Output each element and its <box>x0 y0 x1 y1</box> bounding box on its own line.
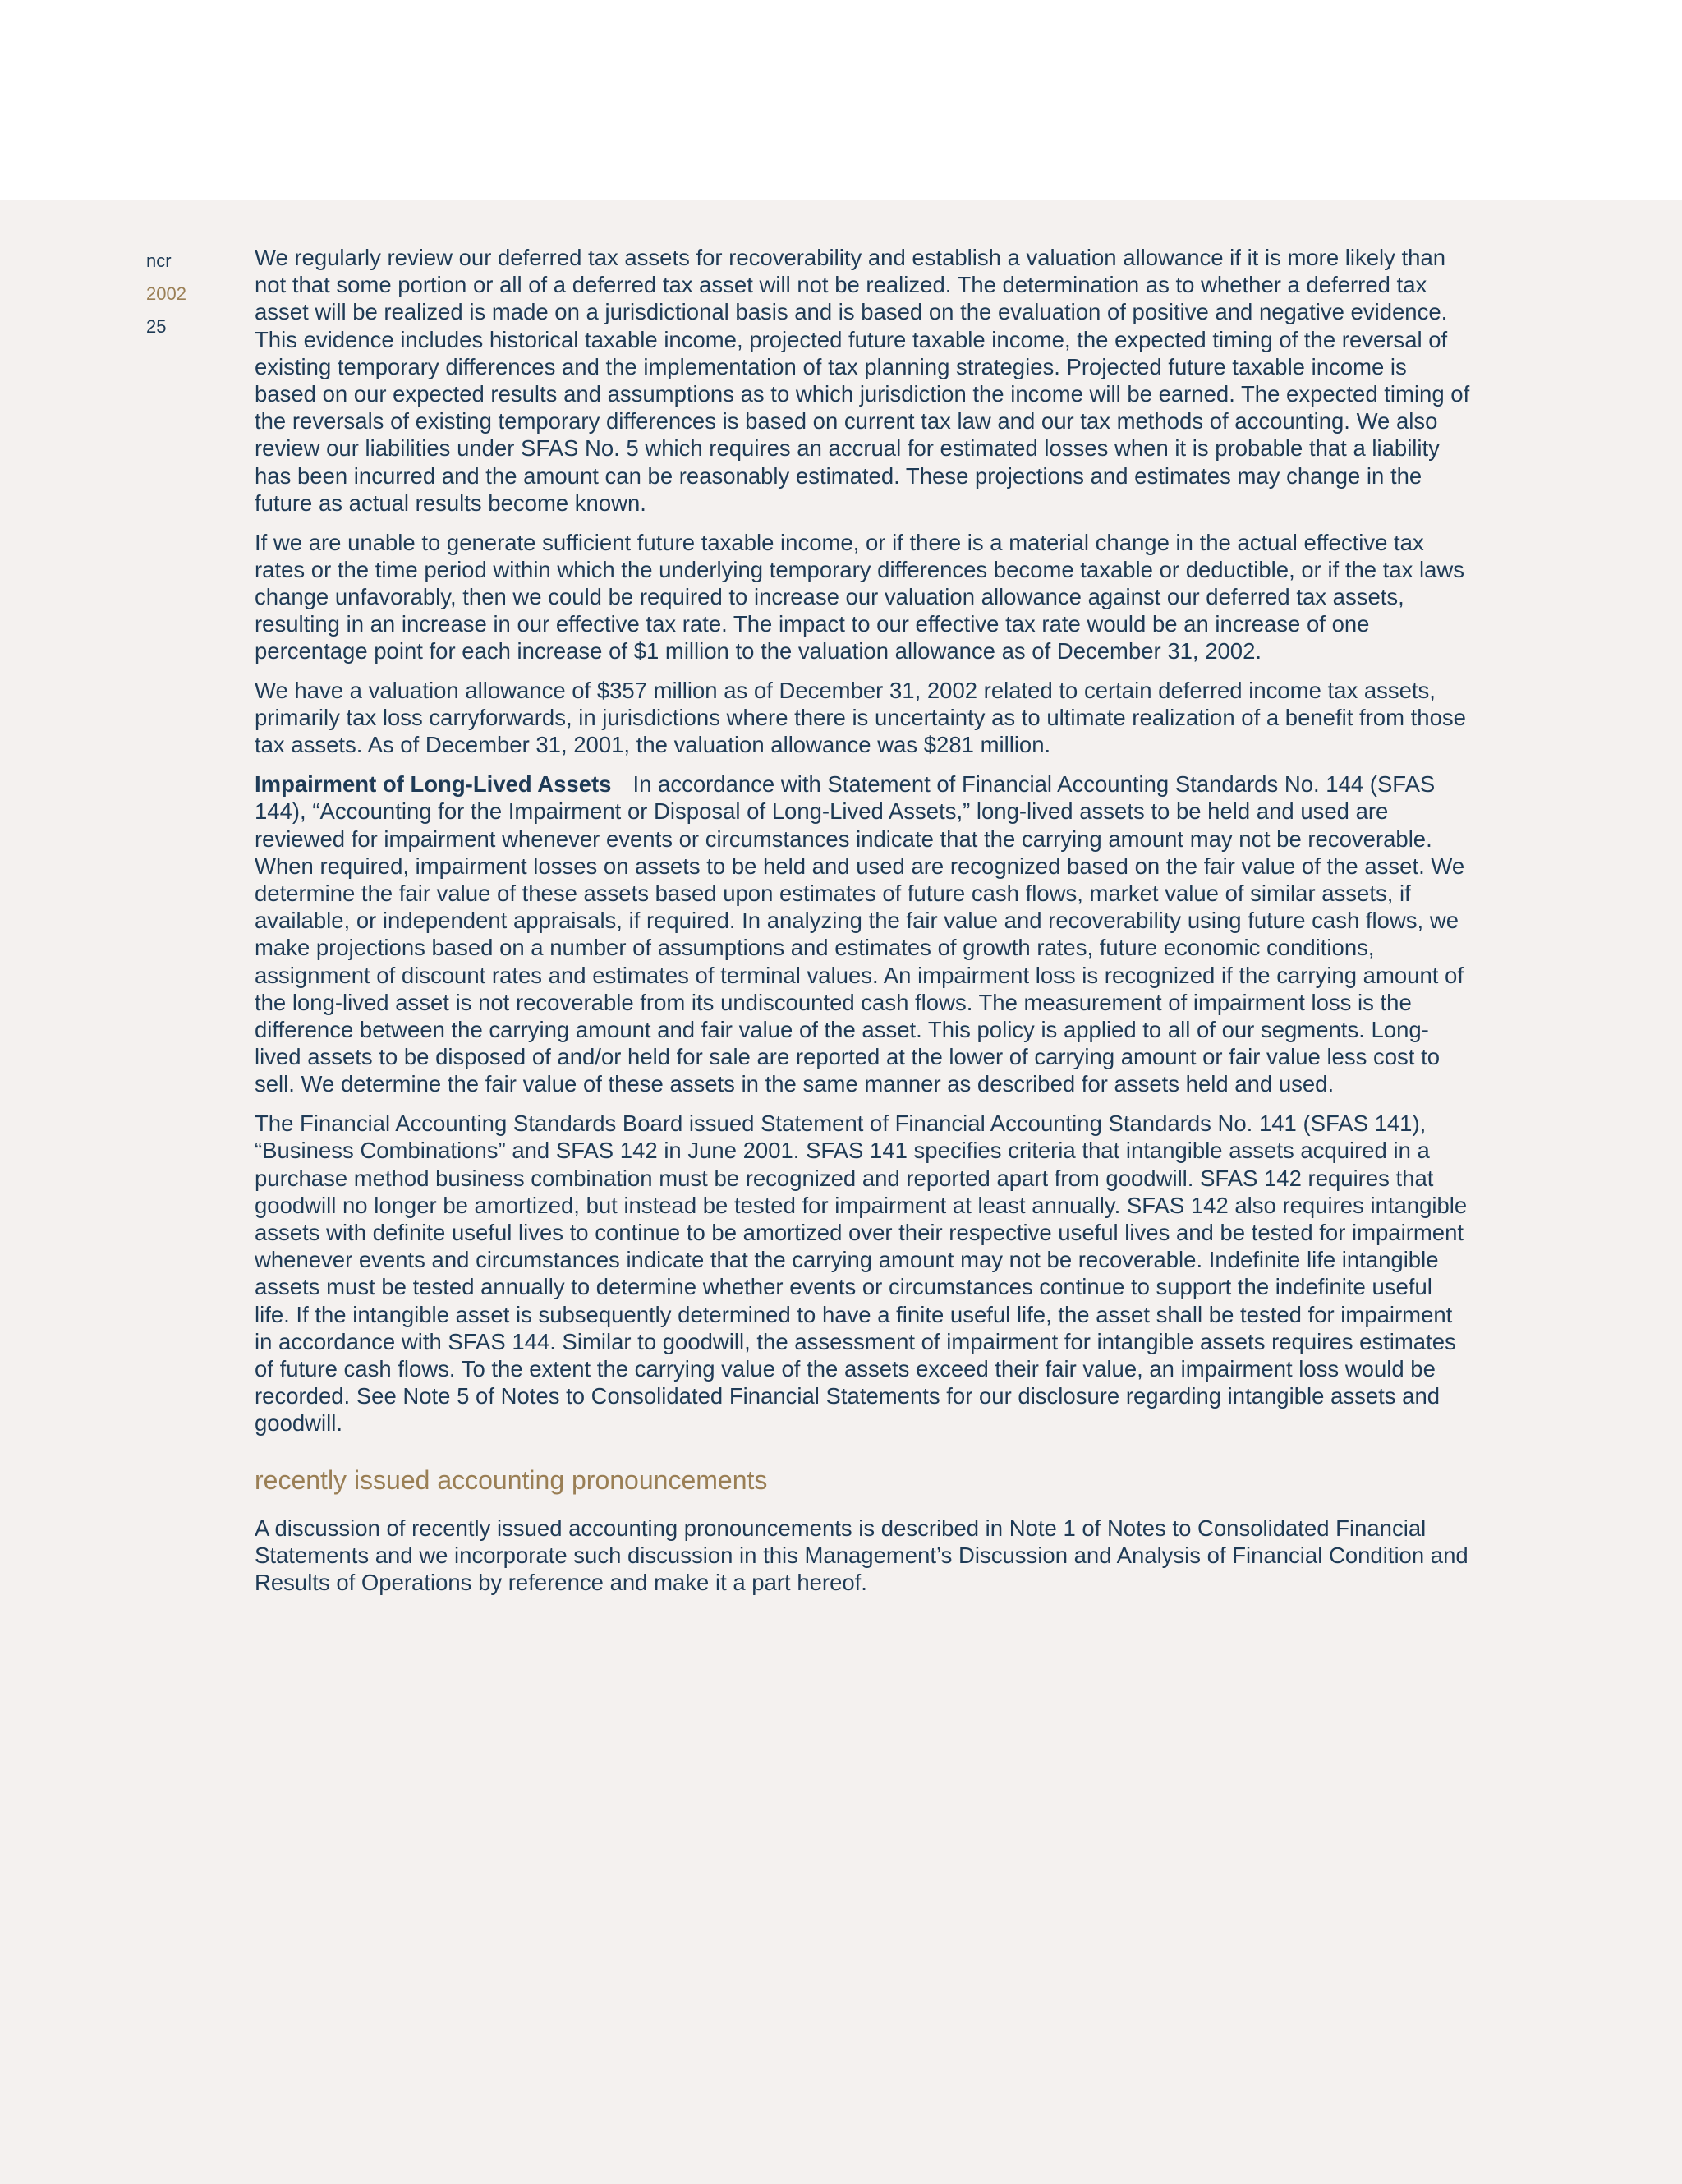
page-number: 25 <box>146 316 167 337</box>
paragraph-valuation-allowance: We have a valuation allowance of $357 million as of December 31, 2002 related to certain deferred income tax assets, primarily tax loss carryforwards, in jurisdictions where there is uncertainty as to ultimate realization of a benefit from those tax assets. As of December 31, 2001, the valuation allowance was $281 million. <box>255 678 1466 758</box>
paragraph-deferred-tax-review: We regularly review our deferred tax assets for recoverability and establish a valuation allowance if it is more likely than not that some portion or all of a deferred tax asset will not be realized. The determination as to whether a deferred tax asset will be realized is made on a jurisdictional basis and is based on the evaluation of positive and negative evidence. This evidence includes historical taxable income, projected future taxable income, the expected timing of the reversal of existing temporary differences and the implementation of tax planning strategies. Projected future taxable income is based on our expected results and assumptions as to which jurisdiction the income will be earned. The expected timing of the reversals of existing temporary differences is based on current tax law and our tax methods of accounting. We also review our liabilities under SFAS No. 5 which requires an accrual for estimated losses when it is probable that a liability has been incurred and the amount can be reasonably estimated. These projections and estimates may change in the future as actual results become known. <box>255 245 1470 516</box>
section-heading-recent-pronouncements: recently issued accounting pronouncements <box>255 1464 768 1495</box>
impairment-paragraph-text: In accordance with Statement of Financial Accounting Standards No. 144 (SFAS 144), “Accounting for the Impairment or Disposal of Long-Lived Assets,” long-lived assets to be held and used are reviewed for impairment whenever events or circumstances indicate that the carrying amount may not be recoverable. When required, impairment losses on assets to be held and used are recognized based on the fair value of the asset. We determine the fair value of these assets based upon estimates of future cash flows, market value of similar assets, if available, or independent appraisals, if required. In analyzing the fair value and recoverability using future cash flows, we make projections based on a number of assumptions and estimates of growth rates, future economic conditions, assignment of discount rates and estimates of terminal values. An impairment loss is recognized if the carrying amount of the long-lived asset is not recoverable from its undiscounted cash flows. The measurement of impairment loss is the difference between the carrying amount and fair value of the asset. This policy is applied to all of our segments. Long-lived assets to be disposed of and/or held for sale are reported at the lower of carrying amount or fair value less cost to sell. We determine the fair value of these assets in the same manner as described for assets held and used. <box>255 771 1465 1097</box>
margin-meta <box>146 245 237 343</box>
paragraph-impairment-long-lived-assets <box>255 770 1472 1097</box>
run-in-heading-impairment: Impairment of Long-Lived Assets <box>255 771 612 798</box>
company-name: ncr <box>146 251 172 271</box>
body-text-column <box>255 244 1472 1608</box>
paragraph-sfas-141-142: The Financial Accounting Standards Board issued Statement of Financial Accounting Standards No. 141 (SFAS 141), “Business Combinations” and SFAS 142 in June 2001. SFAS 141 specifies criteria that intangible assets acquired in a purchase method business combination must be recognized and reported apart from goodwill. SFAS 142 requires that goodwill no longer be amortized, but instead be tested for impairment at least annually. SFAS 142 also requires intangible assets with definite useful lives to continue to be amortized over their respective useful lives and be tested for impairment whenever events and circumstances indicate that the carrying amount may not be recoverable. Indefinite life intangible assets must be tested annually to determine whether events or circumstances continue to support the indefinite useful life. If the intangible asset is subsequently determined to have a finite useful life, the asset shall be tested for impairment in accordance with SFAS 144. Similar to goodwill, the assessment of impairment for intangible assets requires estimates of future cash flows. To the extent the carrying value of the assets exceed their fair value, an impairment loss would be recorded. See Note 5 of Notes to Consolidated Financial Statements for our disclosure regarding intangible assets and goodwill. <box>255 1110 1468 1437</box>
paragraph-taxable-income-risk: If we are unable to generate sufficient future taxable income, or if there is a material change in the actual effective tax rates or the time period within which the underlying temporary differences become taxable or deductible, or if the tax laws change unfavorably, then we could be required to increase our valuation allowance against our deferred tax assets, resulting in an increase in our effective tax rate. The impact to our effective tax rate would be an increase of one percentage point for each increase of $1 million to the valuation allowance as of December 31, 2002. <box>255 529 1465 664</box>
top-white-band <box>0 0 1682 200</box>
report-year: 2002 <box>146 283 186 304</box>
paragraph-recent-pronouncements: A discussion of recently issued accounting pronouncements is described in Note 1 of Notes to Consolidated Financial Statements and we incorporate such discussion in this Management’s Discussion and Analysis of Financial Condition and Results of Operations by reference and make it a part hereof. <box>255 1515 1468 1595</box>
